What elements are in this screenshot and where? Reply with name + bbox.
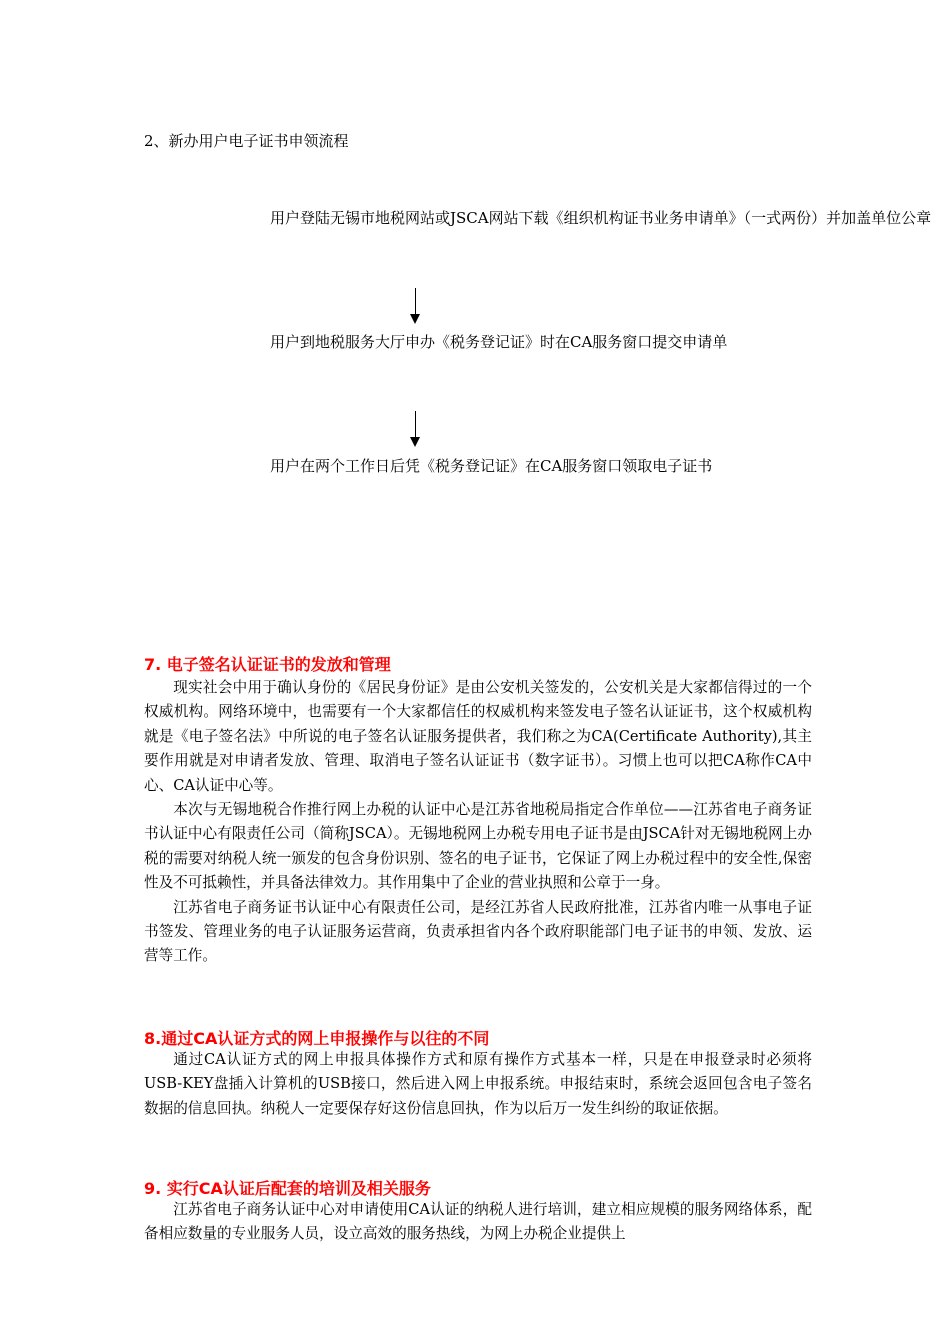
flow-step-2: 用户到地税服务大厅申办《税务登记证》时在CA服务窗口提交申请单 bbox=[270, 333, 728, 351]
flow-arrow-1-head bbox=[410, 314, 420, 324]
flow-arrow-2-head bbox=[410, 437, 420, 447]
flow-step-1: 用户登陆无锡市地税网站或JSCA网站下载《组织机构证书业务申请单》（一式两份）并加盖单位公章 bbox=[270, 209, 932, 227]
flow-arrow-1-line bbox=[415, 288, 416, 314]
section-9-paragraph-1: 江苏省电子商务认证中心对申请使用CA认证的纳税人进行培训，建立相应规模的服务网络体系，配备相应数量的专业服务人员，设立高效的服务热线，为网上办税企业提供上 bbox=[144, 1201, 812, 1243]
section-8-body bbox=[144, 1048, 812, 1121]
section-9-body bbox=[144, 1198, 812, 1247]
section-7-paragraph-3: 江苏省电子商务证书认证中心有限责任公司，是经江苏省人民政府批准，江苏省内唯一从事电子证书签发、管理业务的电子认证服务运营商，负责承担省内各个政府职能部门电子证书的申领、发放、运营等工作。 bbox=[144, 898, 812, 965]
flow-step-3: 用户在两个工作日后凭《税务登记证》在CA服务窗口领取电子证书 bbox=[270, 457, 713, 475]
section-7-body bbox=[144, 676, 812, 969]
section-8-heading: 8.通过CA认证方式的网上申报操作与以往的不同 bbox=[144, 1029, 490, 1048]
section-9-heading: 9. 实行CA认证后配套的培训及相关服务 bbox=[144, 1179, 431, 1198]
section-7-paragraph-2: 本次与无锡地税合作推行网上办税的认证中心是江苏省地税局指定合作单位——江苏省电子商务证书认证中心有限责任公司（简称JSCA）。无锡地税网上办税专用电子证书是由JSCA针对无锡地税网上办税的需要对纳税人统一颁发的包含身份识别、签名的电子证书，它保证了网上办税过程中的安全性,保密性及不可抵赖性，并具备法律效力。其作用集中了企业的营业执照和公章于一身。 bbox=[144, 801, 812, 892]
section-8-paragraph-1: 通过CA认证方式的网上申报具体操作方式和原有操作方式基本一样，只是在申报登录时必须将USB-KEY盘插入计算机的USB接口，然后进入网上申报系统。申报结束时，系统会返回包含电子签名数据的信息回执。纳税人一定要保存好这份信息回执，作为以后万一发生纠纷的取证依据。 bbox=[144, 1051, 812, 1117]
flow-arrow-2-line bbox=[415, 411, 416, 437]
flow-subtitle: 2、新办用户电子证书申领流程 bbox=[144, 132, 349, 150]
section-7-heading: 7. 电子签名认证证书的发放和管理 bbox=[144, 655, 391, 674]
section-7-paragraph-1: 现实社会中用于确认身份的《居民身份证》是由公安机关签发的，公安机关是大家都信得过的一个权威机构。网络环境中，也需要有一个大家都信任的权威机构来签发电子签名认证证书，这个权威机构就是《电子签名法》中所说的电子签名认证服务提供者，我们称之为CA(Certificate Authority),其主要作用就是对申请者发放、管理、取消电子签名认证证书（数字证书）。习惯上也可以把CA称作CA中心、CA认证中心等。 bbox=[144, 679, 812, 794]
